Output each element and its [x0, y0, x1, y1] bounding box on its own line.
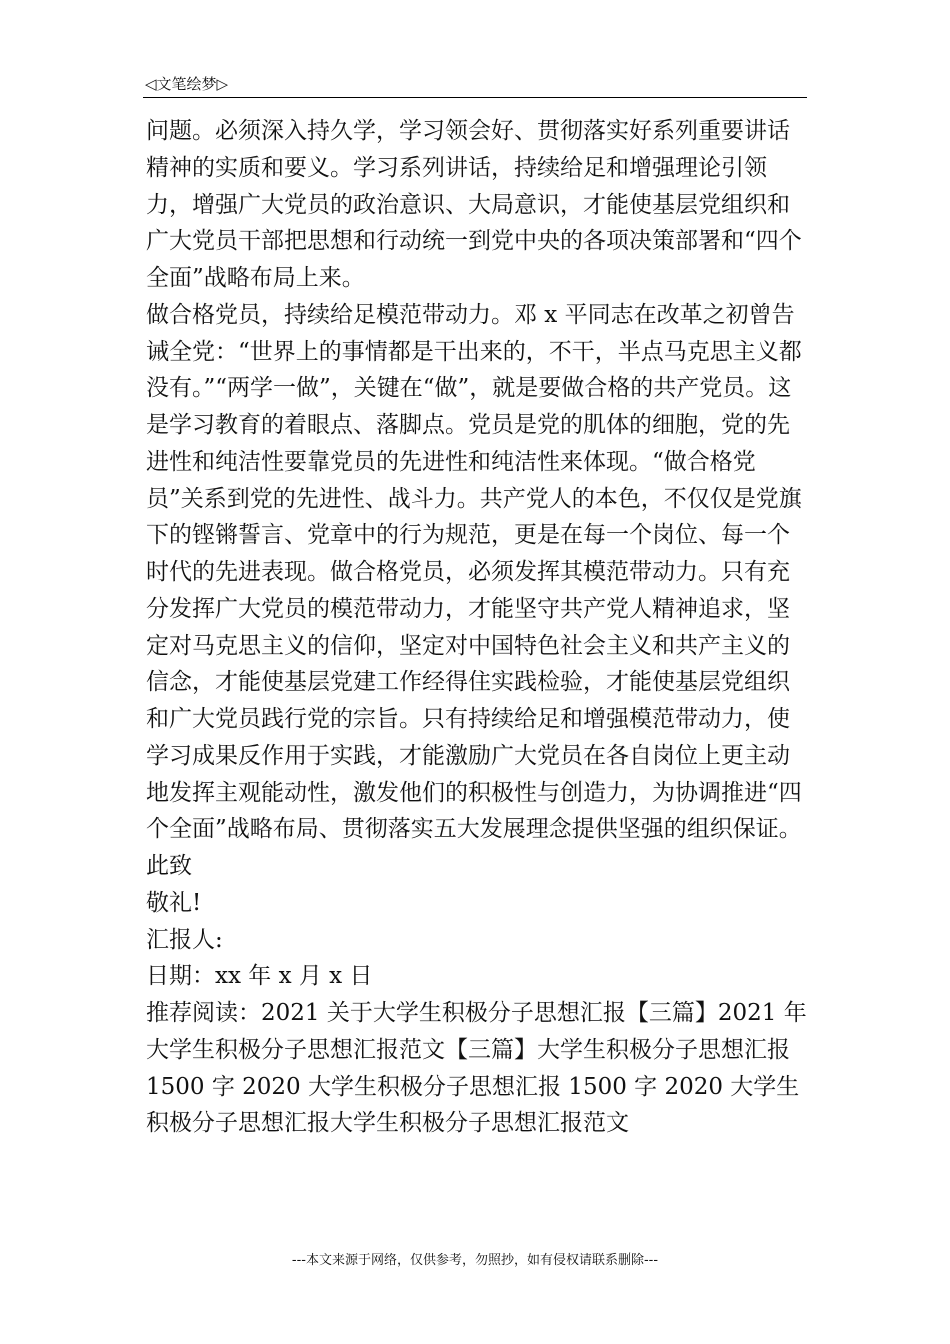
paragraph-2: 做合格党员，持续给足模范带动力。邓 x 平同志在改革之初曾告诫全党：“世界上的事情都是干出来的，不干，半点马克思主义都没有。”“两学一做”，关键在“做”，就是要做合格的共产党员。这是学习教育的着眼点、落脚点。党员是党的肌体的细胞，党的先进性和纯洁性要靠党员的先进性和纯洁性来体现。“做合格党员”关系到党的先进性、战斗力。共产党人的本色，不仅仅是党旗下的铿锵誓言、党章中的行为规范，更是在每一个岗位、每一个时代的先进表现。做合格党员，必须发挥其模范带动力。只有充分发挥广大党员的模范带动力，才能坚守共产党人精神追求，坚定对马克思主义的信仰，坚定对中国特色社会主义和共产主义的信念，才能使基层党建工作经得住实践检验，才能使基层党组织和广大党员践行党的宗旨。只有持续给足和增强模范带动力，使学习成果反作用于实践，才能激励广大党员在各自岗位上更主动地发挥主观能动性，激发他们的积极性与创造力，为协调推进“四个全面”战略布局、贯彻落实五大发展理念提供坚强的组织保证。	[146, 301, 802, 843]
header-rule	[143, 97, 807, 98]
header-brand: ◁文笔绘梦▷	[145, 75, 229, 93]
paragraph-1: 问题。必须深入持久学，学习领会好、贯彻落实好系列重要讲话精神的实质和要义。学习系列讲话，持续给足和增强理论引领力，增强广大党员的政治意识、大局意识，才能使基层党组织和广大党员干部把思想和行动统一到党中央的各项决策部署和“四个全面”战略布局上来。	[146, 118, 802, 291]
reporter-line: 汇报人:	[146, 926, 223, 953]
date-line: 日期：xx 年 x 月 x 日	[146, 963, 373, 990]
footer-disclaimer: ---本文来源于网络，仅供参考，勿照抄，如有侵权请联系删除---	[291, 1253, 659, 1268]
recommended-reading: 推荐阅读：2021 关于大学生积极分子思想汇报【三篇】2021 年大学生积极分子思想汇报范文【三篇】大学生积极分子思想汇报 1500 字 2020 大学生积极分子思想汇报 1500 字 2020 大学生积极分子思想汇报大学生积极分子思想汇报范文	[146, 1000, 807, 1137]
closing-salutation: 此致	[146, 853, 192, 879]
document-body	[146, 113, 810, 1142]
page-header	[143, 74, 807, 98]
closing-regards: 敬礼!	[146, 889, 202, 916]
